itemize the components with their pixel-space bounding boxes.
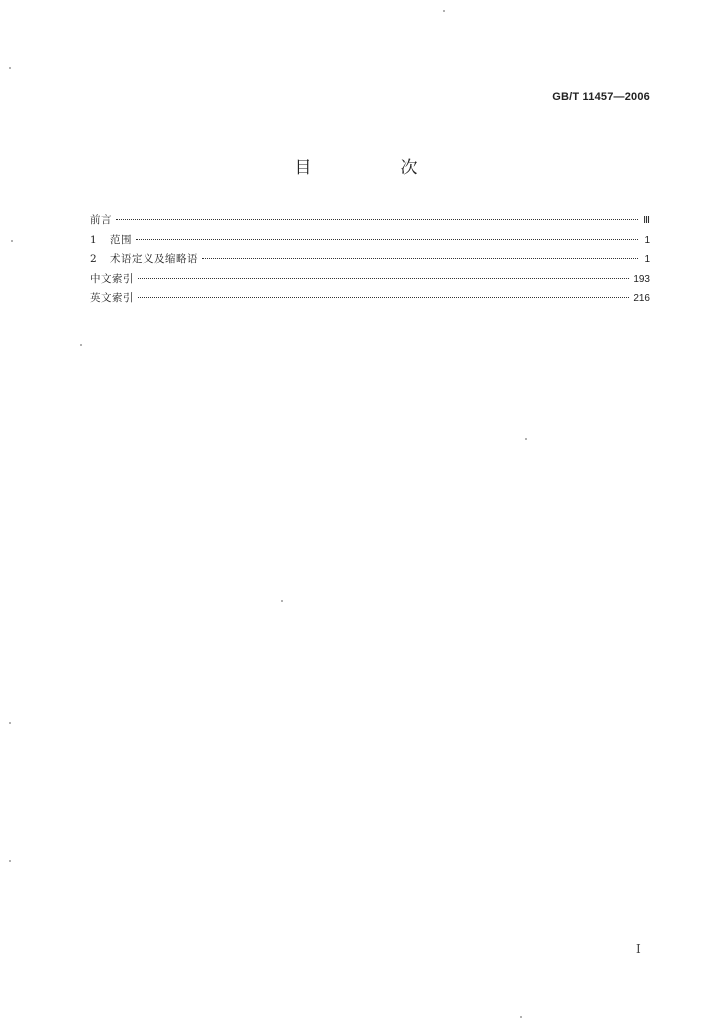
toc-entry-terms[interactable] bbox=[90, 250, 650, 270]
table-of-contents bbox=[90, 211, 650, 309]
scan-speck bbox=[520, 1016, 522, 1018]
toc-entry-label: 范围 bbox=[110, 233, 132, 246]
toc-entry-page: 1 bbox=[644, 234, 650, 246]
toc-entry-page: 1 bbox=[644, 254, 650, 265]
standard-code: GB/T 11457—2006 bbox=[552, 91, 650, 103]
toc-leader-dots bbox=[138, 278, 629, 279]
toc-entry-label: 术语定义及缩略语 bbox=[110, 253, 198, 265]
scan-speck bbox=[443, 10, 445, 12]
toc-entry-chinese-index[interactable] bbox=[90, 270, 650, 290]
page-number: I bbox=[636, 942, 641, 956]
toc-leader-dots bbox=[202, 258, 638, 259]
toc-entry-number: 2 bbox=[90, 253, 97, 265]
toc-entry-foreword[interactable] bbox=[90, 211, 650, 231]
toc-leader-dots bbox=[138, 297, 629, 298]
scan-speck bbox=[11, 240, 13, 242]
toc-entry-scope[interactable] bbox=[90, 231, 650, 251]
toc-title: 目 次 bbox=[294, 158, 454, 178]
scan-speck bbox=[9, 860, 11, 862]
toc-entry-page: 193 bbox=[633, 273, 650, 285]
toc-entry-label: 中文索引 bbox=[90, 272, 134, 285]
toc-leader-dots bbox=[116, 219, 638, 220]
scan-speck bbox=[9, 67, 11, 69]
toc-entry-page: 216 bbox=[633, 293, 650, 304]
scan-speck bbox=[80, 344, 82, 346]
scan-speck bbox=[525, 438, 527, 440]
scan-speck bbox=[9, 722, 11, 724]
toc-entry-english-index[interactable] bbox=[90, 289, 650, 309]
toc-entry-number: 1 bbox=[90, 233, 97, 246]
scan-speck bbox=[281, 600, 283, 602]
toc-entry-label: 前言 bbox=[90, 214, 112, 226]
toc-leader-dots bbox=[136, 239, 638, 240]
toc-entry-page: Ⅲ bbox=[643, 215, 650, 226]
toc-entry-label: 英文索引 bbox=[90, 292, 134, 304]
